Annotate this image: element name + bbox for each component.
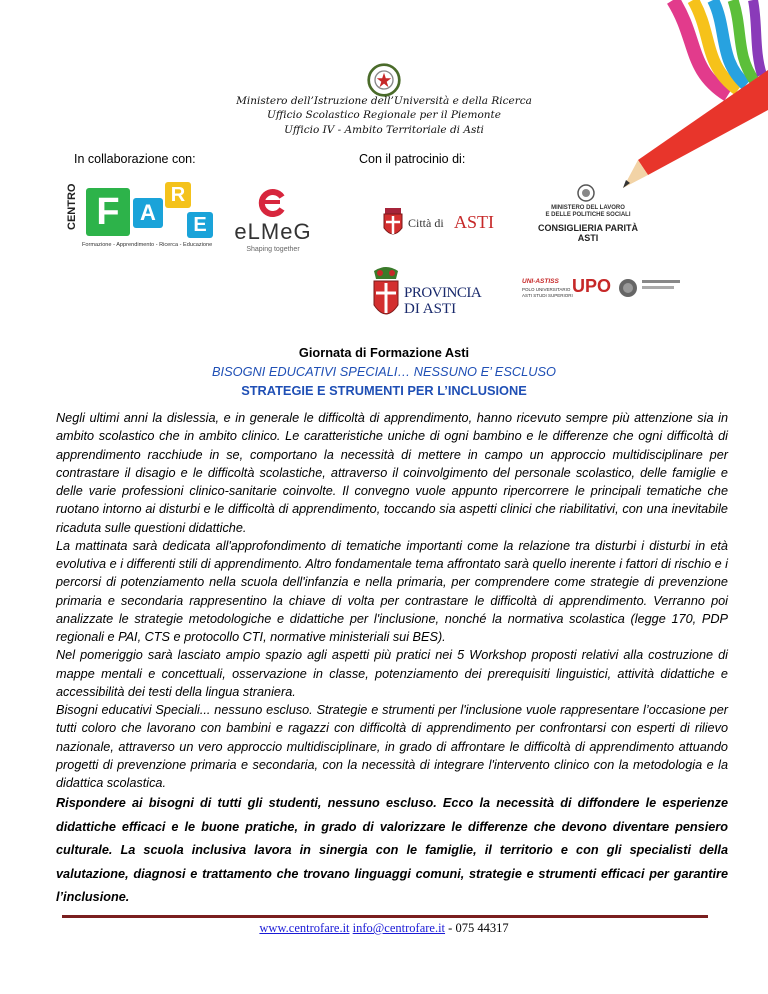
upo-name: UPO [572, 276, 612, 296]
fare-letter-r: R [165, 182, 191, 208]
event-title: Giornata di Formazione Asti [298, 345, 470, 360]
collaboration-label: In collaborazione con: [74, 152, 196, 166]
footer-divider [62, 915, 708, 918]
citta-di-asti-logo [382, 206, 497, 242]
centro-side-text: CENTRO [66, 183, 78, 230]
lavoro-line-2: E DELLE POLITICHE SOCIALI [545, 212, 631, 218]
upo-seal-icon [618, 278, 638, 298]
consiglieria-parita: CONSIGLIERIA PARITÀ ASTI [537, 223, 638, 243]
centro-fare-logo [66, 180, 226, 260]
email-link[interactable]: info@centrofare.it [352, 921, 446, 935]
ministry-line-3: Ufficio IV - Ambito Territoriale di Asti [284, 124, 484, 136]
elmeg-e-icon [256, 187, 288, 219]
body-text [56, 409, 728, 910]
uniastiss-name: UNI-ASTISS [522, 278, 559, 285]
uniastiss-line-2: POLO UNIVERSITARIO [522, 287, 571, 292]
fare-letter-e: E [187, 212, 213, 238]
ministry-line-1: Ministero dell’Istruzione dell’Università e della Ricerca [236, 95, 532, 107]
event-subtitle-2: STRATEGIE E STRUMENTI PER L’INCLUSIONE [241, 383, 527, 398]
uniastiss-line-3: ASTI STUDI SUPERIORI [522, 293, 573, 298]
asti-coat-of-arms-icon [382, 206, 404, 240]
elmeg-name: eLMeG [234, 219, 312, 244]
elmeg-tagline: Shaping together [246, 246, 300, 253]
paragraph-2: La mattinata sarà dedicata all'approfondimento di tematiche importanti come la relazione tra disturbi i disturbi in età evolutiva e i differenti stili di apprendimento. Altro fondamentale tema affrontato sarà quello inerente i fattori di rischio e i percorsi di potenziamento nella scuola dell'infanzia e nella primaria, per comprendere come strategie di prevenzione primaria e secondaria rappresentino la chiave di volta per contrastare le difficoltà di apprendimento. Verranno poi analizzate le strategie metodologiche e didattiche per l'inclusione, nonché la normativa scolastica (legge 170, PDP regionali e PAI, CTS e protocollo CTI, normative ministeriali sui BES). [56, 538, 728, 644]
fare-letter-f: F [86, 188, 130, 236]
paragraph-3: Nel pomeriggio sarà lasciato ampio spazio agli aspetti più pratici nei 5 Workshop proposti relativi alla costruzione di mappe mentali e concettuali, osservazione in classe, potenziamento dei prerequisiti linguistici, attività didattiche e accessibilità dei testi della lingua straniera. [56, 648, 728, 699]
lavoro-line-1: MINISTERO DEL LAVORO [551, 205, 625, 211]
elmeg-logo [228, 183, 318, 258]
event-subtitle-1: BISOGNI EDUCATIVI SPECIALI… NESSUNO E’ ESCLUSO [212, 364, 556, 379]
paragraph-5: Rispondere ai bisogni di tutti gli studenti, nessuno escluso. Ecco la necessità di diffondere le esperienze didattiche efficaci e le buone pratiche, in grado di valorizzare le differenze che devono diventare pensiero culturale. La scuola inclusiva lavora in sinergia con le famiglie, il territorio e con gli specialisti della valutazione, diagnosi e trattamento che trovano linguaggi comuni, strategie e strumenti efficaci per garantire l’inclusione. [56, 796, 728, 905]
provincia-line-1: PROVINCIA [404, 285, 482, 301]
provincia-coat-of-arms-icon [370, 265, 402, 325]
lavoro-emblem-icon [576, 183, 596, 203]
fare-letter-a: A [133, 198, 163, 228]
paragraph-1: Negli ultimi anni la dislessia, e in generale le difficoltà di apprendimento, hanno ricevuto sempre più attenzione sia in ambito scolastico che in ambito clinico. Le caratteristiche uniche di ogni bambino e le differenze che ogni difficoltà di apprendimento racchiude in se, comportano la necessità di mettere in campo un approccio multidisciplinare per contrastare il disagio e le difficoltà scolastiche, attraverso il coinvolgimento del personale scolastico, delle famiglie e delle varie professioni clinico-sanitarie coinvolte. Il convegno vuole appunto ripercorrere le principali tematiche che ruotano intorno ai disturbi e le difficoltà di apprendimento, toccando sia aspetti clinici che riabilitativi, con una inevitabile ricaduta sulle questioni didattiche. [56, 411, 728, 535]
citta-di-prefix: Città di [408, 216, 444, 230]
torino-uni-mark-2 [642, 286, 674, 289]
italian-republic-emblem [366, 62, 402, 98]
footer [0, 921, 768, 936]
ministry-line-2: Ufficio Scolastico Regionale per il Piemonte [267, 109, 501, 121]
provincia-di-asti-logo [370, 265, 490, 329]
provincia-line-2: DI ASTI [404, 301, 457, 317]
phone-number: - 075 44317 [445, 921, 509, 935]
university-logos [522, 276, 682, 306]
website-link[interactable]: www.centrofare.it [259, 921, 350, 935]
paragraph-4: Bisogni educativi Speciali... nessuno escluso. Strategie e strumenti per l'inclusione vuole rappresentare l’occasione per tutti coloro che lavorano con bambini e ragazzi con difficoltà di apprendimento per confrontarsi con esperti di rilievo nazionale, attraverso un vero approccio multidisciplinare, in grado di affrontare le difficoltà di apprendimento attuando progetti di prevenzione primaria e secondaria, con la necessità di integrare l'intervento clinico con la metodologia e la didattica scolastica. [56, 703, 728, 790]
ministero-lavoro-logo [528, 183, 648, 241]
centro-fare-subtitle: Formazione - Apprendimento - Ricerca - Educazione [82, 242, 213, 248]
citta-asti-name: ASTI [454, 212, 494, 232]
patronage-label: Con il patrocinio di: [359, 152, 466, 166]
torino-uni-mark [642, 280, 680, 283]
